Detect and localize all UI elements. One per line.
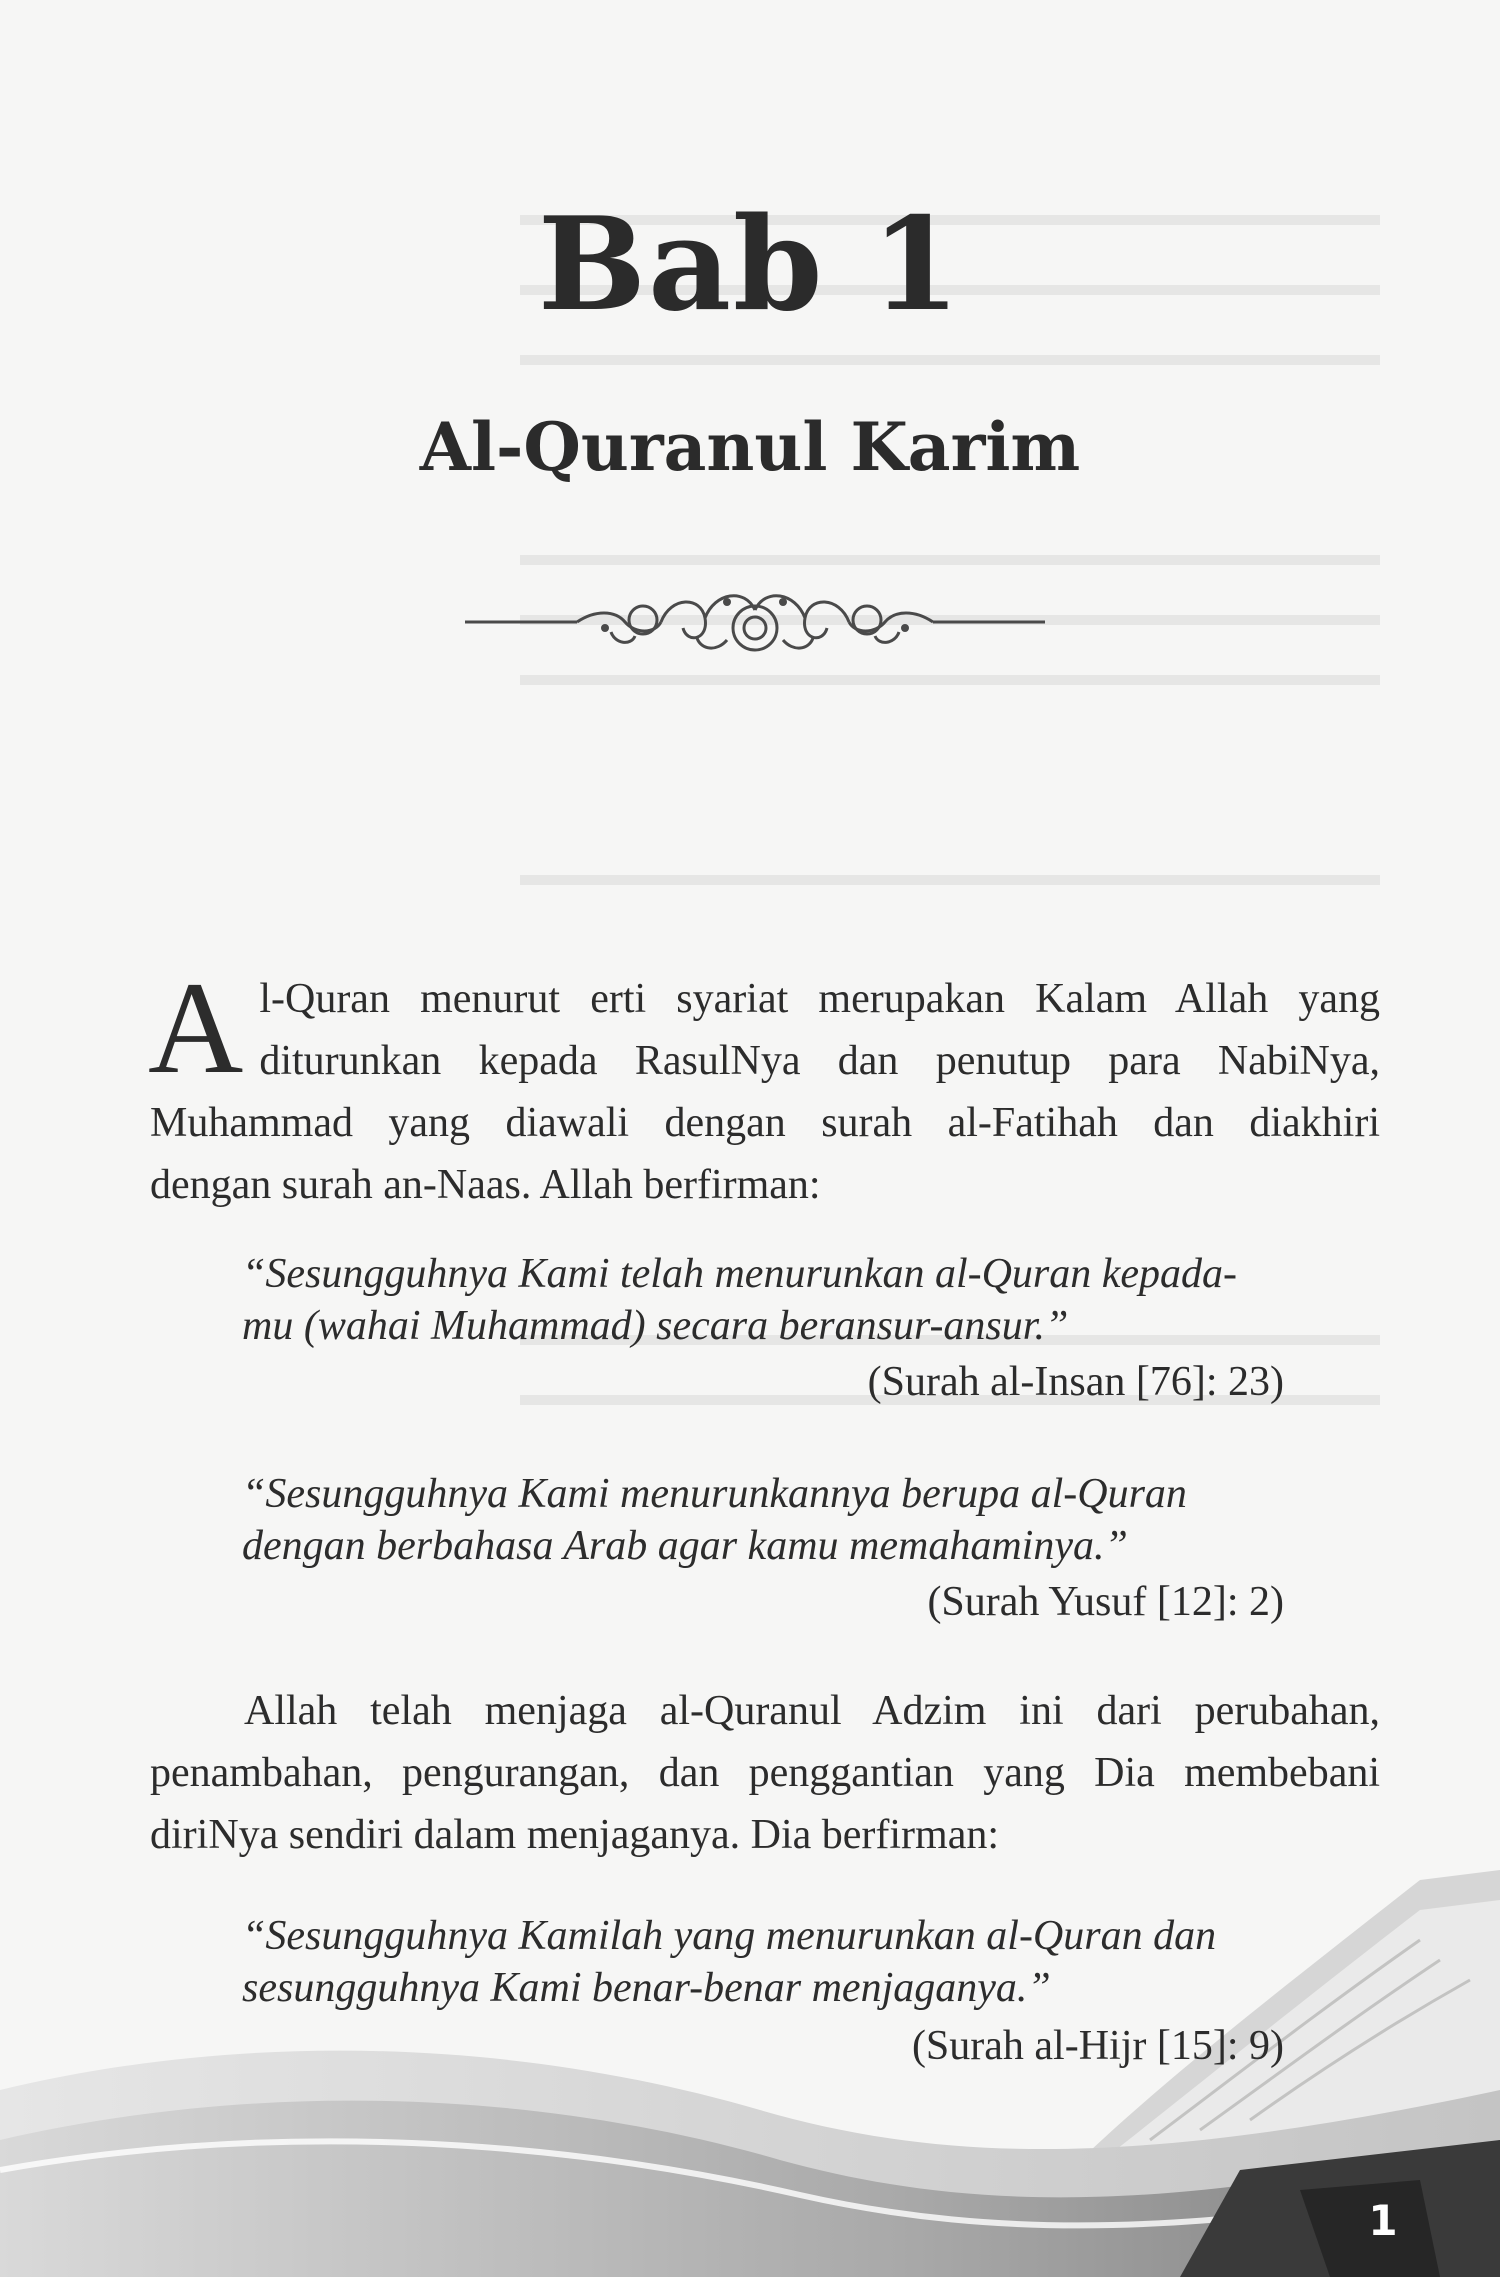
paragraph-line: diturunkan kepada RasulNya dan penutup para NabiNya, xyxy=(259,1038,1380,1084)
quote-line: “Sesungguhnya Kami menurunkannya berupa al-Quran xyxy=(242,1471,1187,1517)
quote-line: “Sesungguhnya Kami telah menurunkan al-Quran kepada- xyxy=(242,1251,1238,1297)
quran-quote xyxy=(242,1910,1292,2014)
quote-line: “Sesungguhnya Kamilah yang menurunkan al-Quran dan xyxy=(242,1913,1217,1959)
paragraph-line: Muhammad yang diawali dengan surah al-Fatihah dan diakhiri xyxy=(150,1100,1380,1146)
body-paragraph xyxy=(150,1680,1380,1866)
quote-line: dengan berbahasa Arab agar kamu memahaminya.” xyxy=(242,1523,1128,1569)
paragraph-line: penambahan, pengurangan, dan penggantian yang Dia membebani xyxy=(150,1750,1380,1796)
paragraph-line: l-Quran menurut erti syariat merupakan Kalam Allah yang xyxy=(259,976,1380,1022)
intro-paragraph xyxy=(148,954,1380,1216)
chapter-title: Al-Quranul Karim xyxy=(419,408,1081,486)
drop-cap: A xyxy=(148,954,244,1101)
paragraph-line: dengan surah an-Naas. Allah berfirman: xyxy=(150,1162,821,1208)
quote-reference: (Surah Yusuf [12]: 2) xyxy=(927,1579,1284,1625)
paragraph-line: Allah telah menjaga al-Quranul Adzim ini dari perubahan, xyxy=(244,1688,1380,1734)
quran-quote xyxy=(242,1248,1292,1352)
quote-line: mu (wahai Muhammad) secara beransur-ansur.” xyxy=(242,1303,1069,1349)
floral-divider-ornament-icon xyxy=(465,582,1045,662)
quote-reference: (Surah al-Insan [76]: 23) xyxy=(867,1359,1284,1405)
quote-line: sesungguhnya Kami benar-benar menjaganya.” xyxy=(242,1965,1051,2011)
quote-reference: (Surah al-Hijr [15]: 9) xyxy=(911,2023,1284,2069)
quran-quote xyxy=(242,1468,1292,1572)
page-number: 1 xyxy=(1368,2196,1398,2245)
chapter-number: Bab 1 xyxy=(537,190,963,340)
paragraph-line: diriNya sendiri dalam menjaganya. Dia berfirman: xyxy=(150,1812,1000,1858)
